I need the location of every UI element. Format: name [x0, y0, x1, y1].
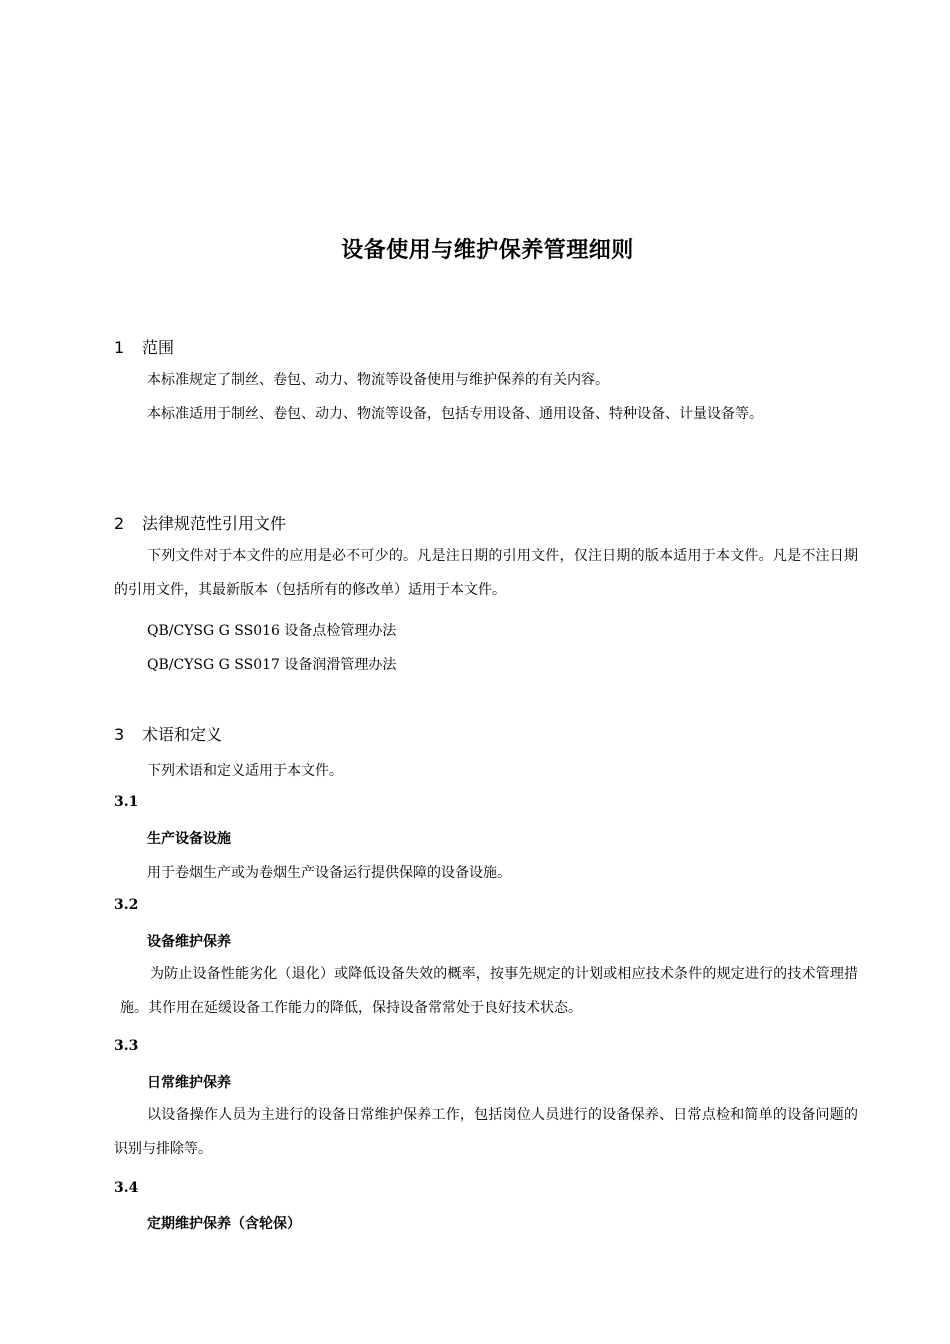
section-1-heading: [114, 335, 174, 358]
section-number: 3: [114, 725, 125, 744]
term-name: 生产设备设施: [147, 831, 231, 847]
section-3-heading: [114, 722, 222, 745]
term-name: 日常维护保养: [147, 1075, 231, 1091]
paragraph: 下列文件对于本文件的应用是必不可少的。凡是注日期的引用文件，仅注日期的版本适用于本文件。凡是不注日期的引用文件，其最新版本（包括所有的修改单）适用于本文件。: [114, 548, 858, 598]
section-2-heading: [114, 511, 286, 534]
term-definition: 为防止设备性能劣化（退化）或降低设备失效的概率，按事先规定的计划或相应技术条件的规定进行的技术管理措施。其作用在延缓设备工作能力的降低，保持设备常常处于良好技术状态。: [120, 966, 858, 1016]
term-definition: 以设备操作人员为主进行的设备日常维护保养工作，包括岗位人员进行的设备保养、日常点检和简单的设备问题的识别与排除等。: [114, 1107, 858, 1157]
term-number: 3.4: [114, 1180, 139, 1196]
section-title: 范围: [142, 338, 175, 357]
term-number: 3.1: [114, 794, 139, 810]
section-number: 2: [114, 514, 125, 533]
term-number: 3.3: [114, 1038, 139, 1054]
section-title: 法律规范性引用文件: [142, 514, 287, 533]
paragraph: 本标准规定了制丝、卷包、动力、物流等设备使用与维护保养的有关内容。: [147, 372, 609, 388]
section-number: 1: [114, 338, 125, 357]
term-name: 设备维护保养: [147, 934, 231, 950]
section-intro: 下列术语和定义适用于本文件。: [147, 763, 343, 779]
reference-item: QB/CYSG G SS017 设备润滑管理办法: [147, 657, 397, 673]
reference-item: QB/CYSG G SS016 设备点检管理办法: [147, 623, 397, 639]
term-name: 定期维护保养（含轮保）: [147, 1216, 301, 1232]
term-definition: 用于卷烟生产或为卷烟生产设备运行提供保障的设备设施。: [147, 865, 511, 881]
section-title: 术语和定义: [142, 725, 223, 744]
term-number: 3.2: [114, 897, 139, 913]
paragraph: 本标准适用于制丝、卷包、动力、物流等设备，包括专用设备、通用设备、特种设备、计量设备等。: [147, 406, 763, 422]
document-title: 设备使用与维护保养管理细则: [341, 238, 634, 263]
